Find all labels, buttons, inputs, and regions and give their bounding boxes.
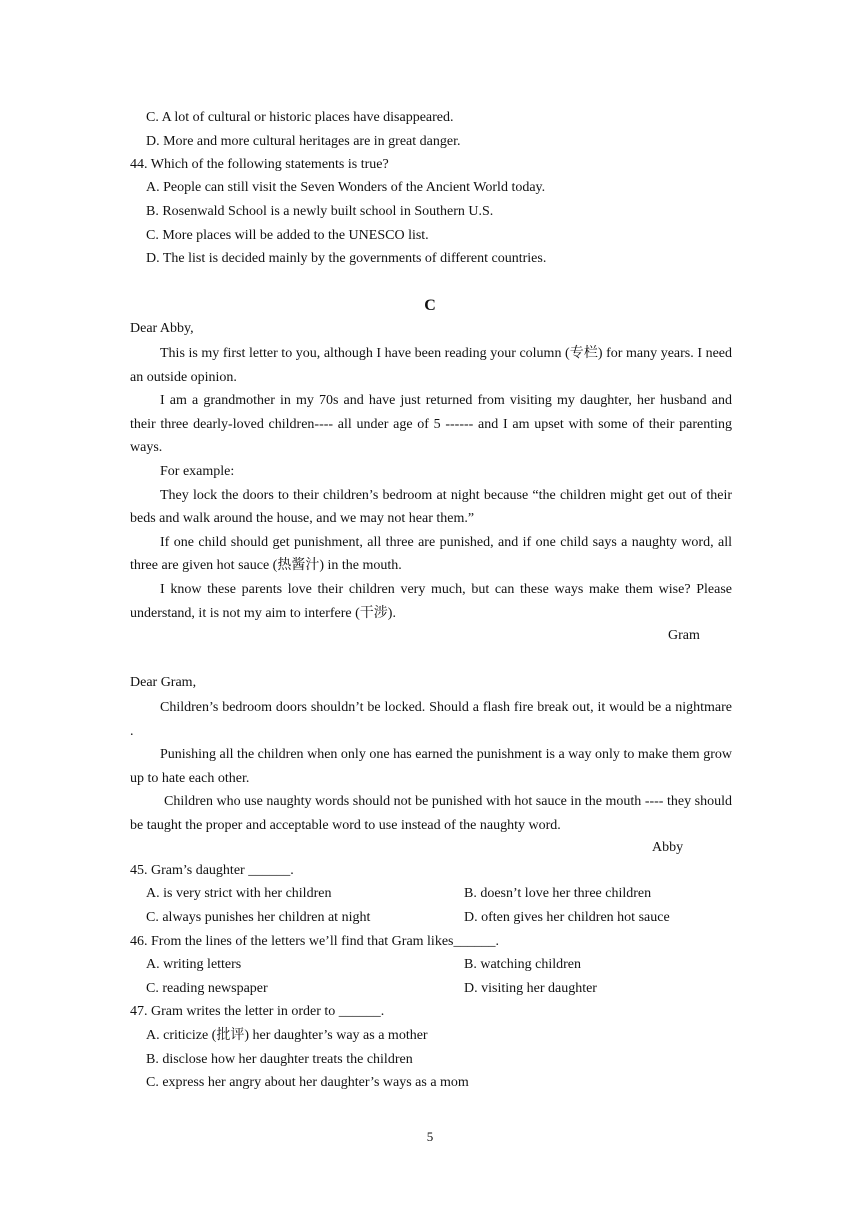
letter1-paragraph: They lock the doors to their children’s bedroom at night because “the children might get out of their beds and walk around the house, and we may not hear them.” (130, 487, 732, 527)
letter1-body (130, 342, 732, 625)
q47-option-a: A. criticize (批评) her daughter’s way as a mother (146, 1028, 428, 1043)
q47-option-c: C. express her angry about her daughter’s ways as a mom (146, 1075, 469, 1090)
letter2-paragraph: Punishing all the children when only one has earned the punishment is a way only to make them grow up to hate each other. (130, 747, 732, 786)
q46-option-a: A. writing letters (146, 957, 242, 972)
letter2-salutation: Dear Gram, (130, 675, 197, 690)
letter2-body (130, 696, 732, 838)
letter1-salutation: Dear Abby, (130, 321, 194, 336)
q44-option-d: D. The list is decided mainly by the governments of different countries. (146, 251, 547, 266)
letter1-paragraph: I know these parents love their children very much, but can these ways make them wise? Please understand, it is not my aim to interfere (干涉). (130, 581, 732, 621)
q43-option-d: D. More and more cultural heritages are in great danger. (146, 134, 461, 149)
letter2-paragraph: Children’s bedroom doors shouldn’t be locked. Should a flash fire break out, it would be a nightmare . (130, 700, 732, 739)
letter1-paragraph: I am a grandmother in my 70s and have just returned from visiting my daughter, her husband and their three dearly-loved children---- all under age of 5 ------ and I am upset with some of their parenting ways. (130, 393, 732, 456)
q47-option-b: B. disclose how her daughter treats the children (146, 1052, 413, 1067)
letter1-paragraph: For example: (160, 463, 235, 479)
q43-option-c: C. A lot of cultural or historic places have disappeared. (146, 110, 454, 125)
page-number: 5 (426, 1129, 434, 1144)
q46-option-b: B. watching children (464, 957, 582, 972)
letter2-signature: Abby (652, 840, 684, 855)
q45-option-a: A. is very strict with her children (146, 886, 332, 901)
letter1-paragraph: If one child should get punishment, all three are punished, and if one child says a naughty word, all three are given hot sauce (热酱汁) in the mouth. (130, 534, 732, 574)
letter1-paragraph: This is my first letter to you, although I have been reading your column (专栏) for many years. I need an outside opinion. (130, 346, 732, 385)
q44-option-c: C. More places will be added to the UNESCO list. (146, 228, 429, 243)
letter2-paragraph: Children who use naughty words should not be punished with hot sauce in the mouth ---- they should be taught the proper and acceptable word to use instead of the naughty word. (130, 794, 732, 833)
q45-stem: 45. Gram’s daughter ______. (130, 863, 294, 878)
section-heading: C (424, 297, 436, 314)
q46-option-d: D. visiting her daughter (464, 981, 597, 996)
q46-stem: 46. From the lines of the letters we’ll find that Gram likes______. (130, 934, 499, 949)
q47-stem: 47. Gram writes the letter in order to ______. (130, 1004, 385, 1019)
q44-option-b: B. Rosenwald School is a newly built school in Southern U.S. (146, 204, 494, 219)
q46-option-c: C. reading newspaper (146, 981, 268, 996)
letter1-signature: Gram (668, 628, 700, 643)
q44-option-a: A. People can still visit the Seven Wonders of the Ancient World today. (146, 180, 546, 195)
q44-stem: 44. Which of the following statements is true? (130, 157, 389, 172)
q45-option-c: C. always punishes her children at night (146, 910, 371, 925)
q45-option-b: B. doesn’t love her three children (464, 886, 652, 901)
q45-option-d: D. often gives her children hot sauce (464, 910, 670, 925)
